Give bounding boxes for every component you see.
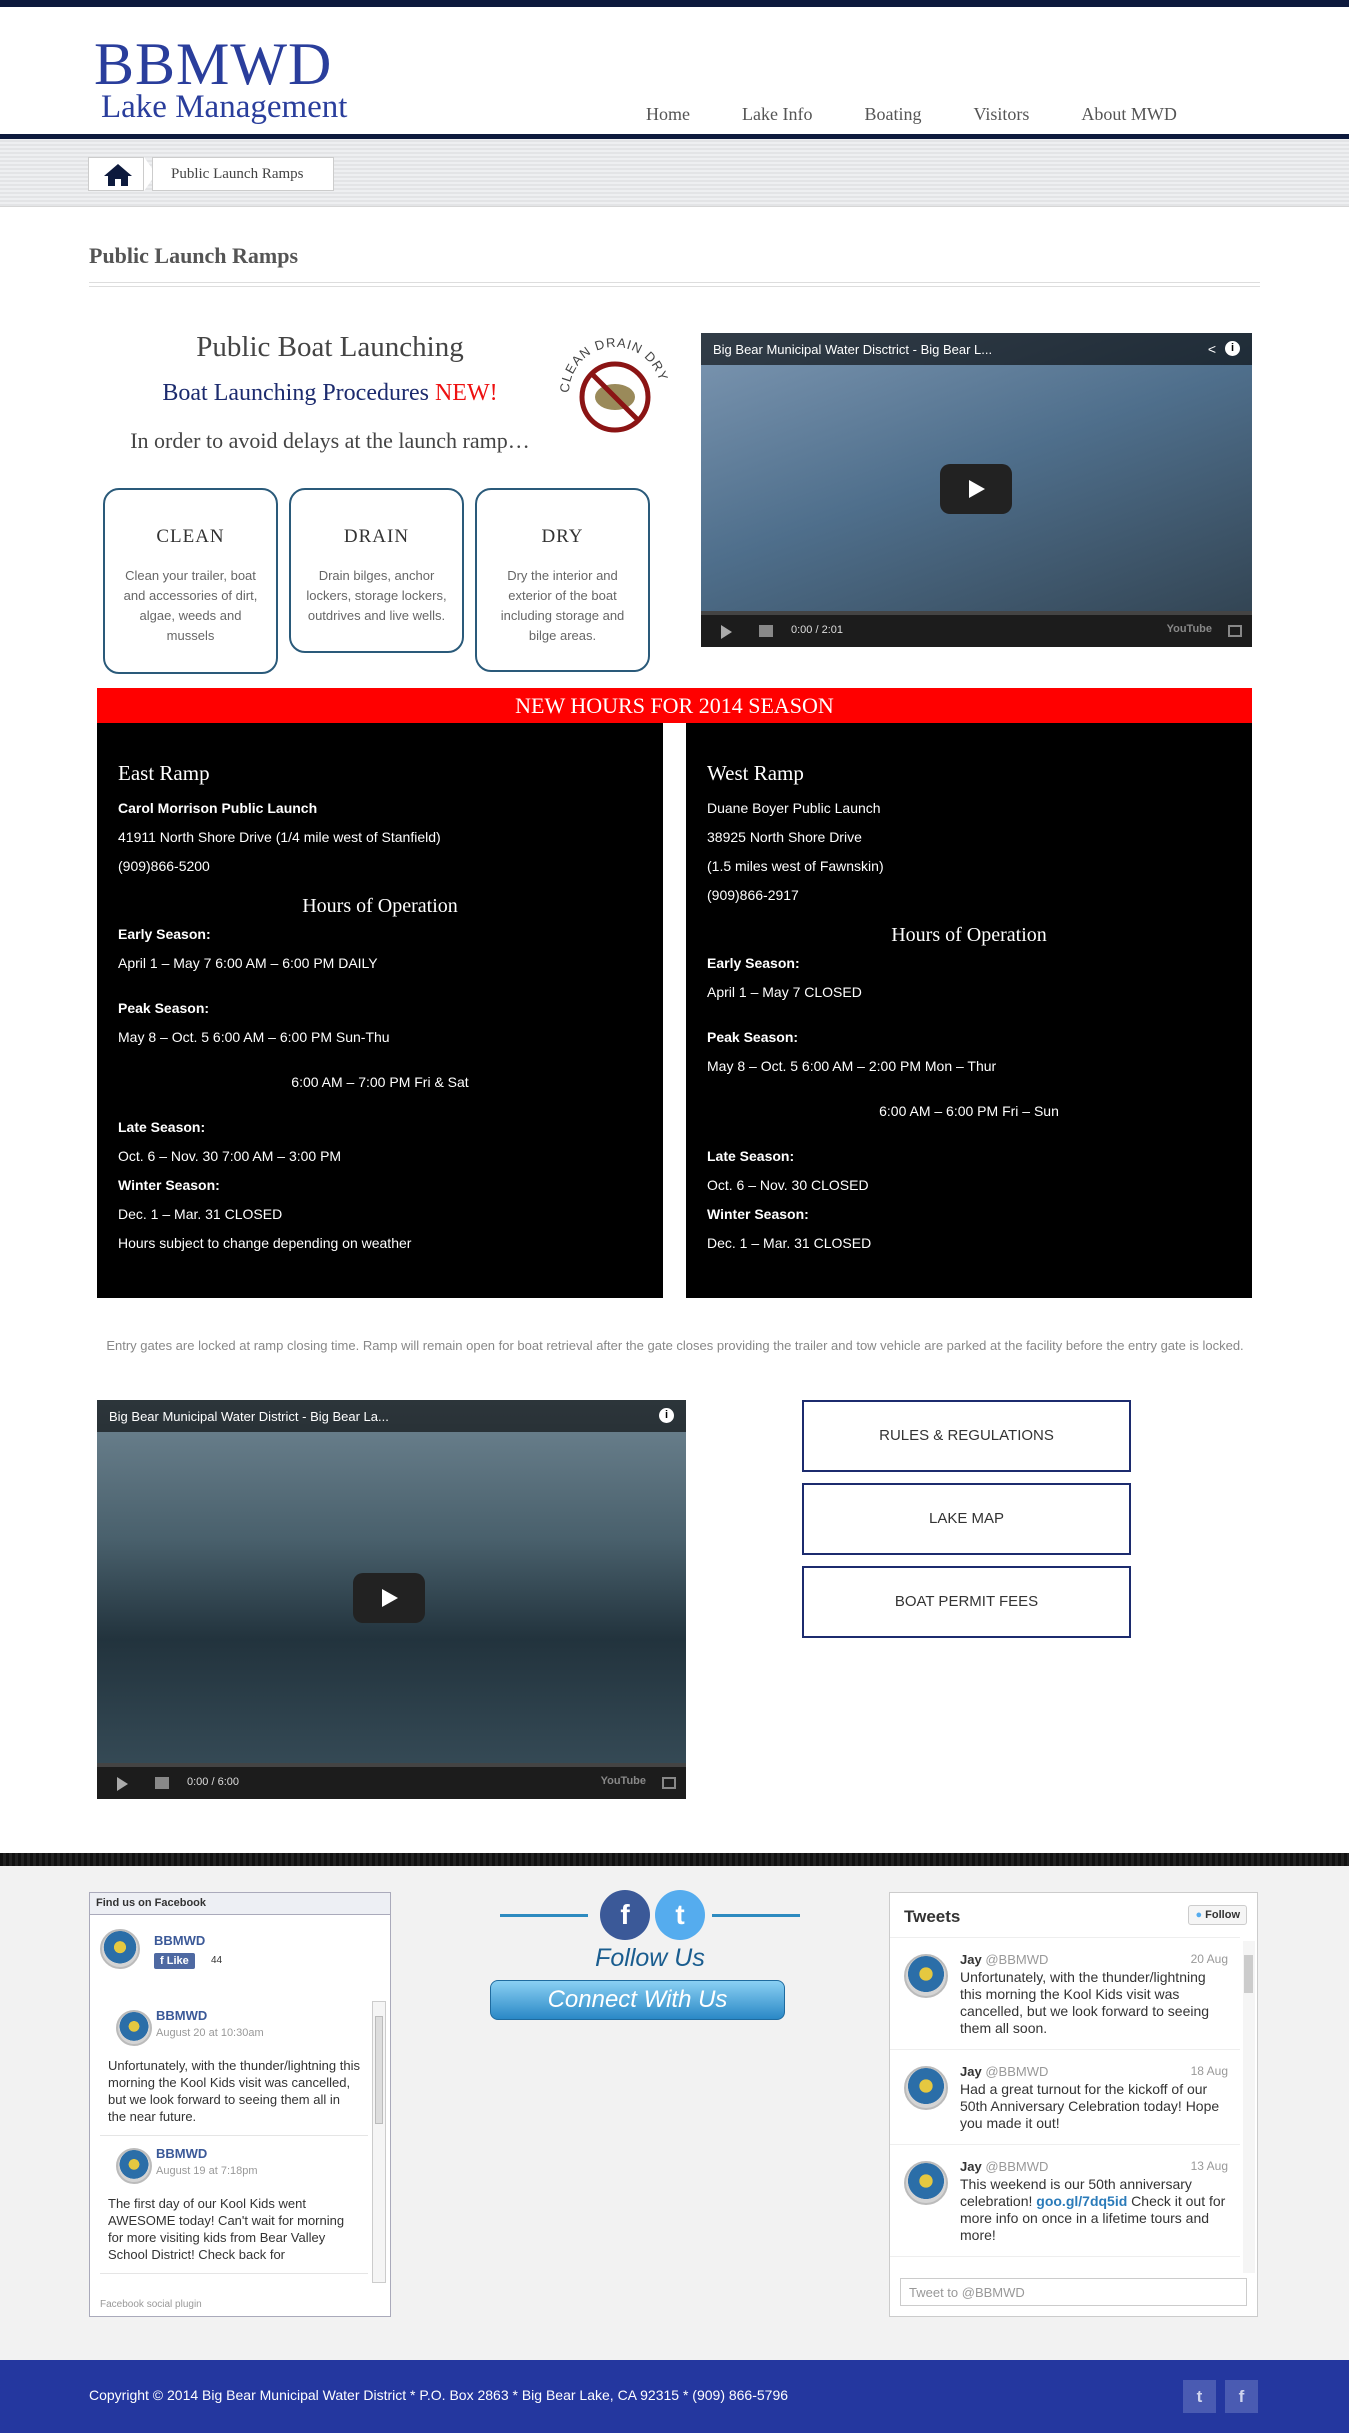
west-late-hours: Oct. 6 – Nov. 30 CLOSED (707, 1177, 869, 1193)
facebook-post-text: Unfortunately, with the thunder/lightning this morning the Kool Kids visit was cancelled, but we look forward to seeing them all in the near future. (108, 2058, 360, 2124)
play-control-icon[interactable] (117, 1777, 128, 1791)
step-dry-text: Dry the interior and exterior of the boat including storage and bilge areas. (500, 568, 625, 643)
east-phone: (909)866-5200 (118, 858, 210, 874)
facebook-post-avatar[interactable] (116, 2010, 152, 2046)
twitter-scrollbar[interactable] (1243, 1941, 1255, 2273)
procedures-heading (90, 380, 570, 407)
share-icon[interactable]: < (1207, 341, 1216, 357)
new-badge: NEW! (434, 380, 498, 406)
video-time: 0:00 / 6:00 (187, 1776, 240, 1788)
video-title-bar (97, 1400, 686, 1432)
fullscreen-icon[interactable] (1228, 625, 1242, 637)
tweet-avatar[interactable] (904, 1954, 948, 1998)
tweet (890, 2050, 1240, 2145)
twitter-feed[interactable] (890, 1937, 1240, 2277)
twitter-follow-button[interactable] (1188, 1905, 1247, 1925)
facebook-post-avatar[interactable] (116, 2148, 152, 2184)
play-button[interactable] (940, 464, 1012, 514)
nav-boating[interactable]: Boating (864, 104, 922, 124)
facebook-icon: f (160, 1955, 167, 1967)
tweet-header (960, 2064, 1228, 2079)
rules-regulations-button[interactable]: RULES & REGULATIONS (802, 1400, 1131, 1472)
video-current-time: 0:00 (791, 624, 813, 636)
east-hours-heading: Hours of Operation (302, 895, 458, 917)
video-duration: 2:01 (821, 624, 844, 636)
step-dry-title: DRY (541, 526, 584, 547)
tweet-link[interactable]: goo.gl/7dq5id (1036, 2193, 1128, 2209)
twitter-widget-title: Tweets (904, 1907, 961, 1926)
video-controls (97, 1767, 686, 1799)
west-peak-weekend-hours: 6:00 AM – 6:00 PM Fri – Sun (879, 1103, 1059, 1119)
facebook-page-name[interactable]: BBMWD (154, 1933, 206, 1948)
logo-subtitle[interactable]: Lake Management (101, 89, 348, 125)
step-clean-title: CLEAN (156, 526, 225, 547)
facebook-like-button[interactable] (154, 1953, 195, 1969)
tweet-handle[interactable]: @BBMWD (985, 2159, 1049, 2174)
avoid-delays-text: In order to avoid delays at the launch ramp… (130, 428, 530, 453)
step-clean (103, 488, 278, 674)
facebook-scrollbar-thumb[interactable] (375, 2016, 383, 2124)
nav-home[interactable]: Home (646, 104, 690, 124)
west-late-label: Late Season: (707, 1148, 795, 1164)
tweet-to-input[interactable]: Tweet to @BBMWD (900, 2278, 1247, 2306)
tweet-text (960, 2176, 1228, 2244)
social-line-left (500, 1914, 588, 1917)
step-drain-title: DRAIN (343, 526, 410, 547)
step-drain (289, 488, 464, 653)
west-peak-label: Peak Season: (707, 1029, 799, 1045)
home-icon (103, 163, 133, 187)
fullscreen-icon[interactable] (662, 1777, 676, 1789)
nav-about-mwd[interactable]: About MWD (1081, 104, 1177, 124)
twitter-scrollbar-thumb[interactable] (1244, 1955, 1253, 1993)
volume-icon[interactable] (155, 1777, 169, 1789)
video-current-time: 0:00 (187, 1776, 209, 1788)
social-line-right (712, 1914, 800, 1917)
east-peak-label: Peak Season: (118, 1000, 210, 1016)
twitter-bird-icon: ● (1195, 1909, 1206, 1921)
west-address-note: (1.5 miles west of Fawnskin) (707, 858, 884, 874)
tweet-text-body: This weekend is our 50th anniversary celebration! (960, 2176, 1192, 2209)
east-ramp-title: East Ramp (118, 761, 210, 785)
facebook-widget (89, 1892, 391, 2317)
west-winter-hours: Dec. 1 – Mar. 31 CLOSED (707, 1235, 872, 1251)
facebook-post (100, 1998, 368, 2136)
procedures-text: Boat Launching Procedures (162, 380, 429, 406)
clean-drain-dry-badge (555, 333, 675, 443)
east-ramp-panel (97, 723, 663, 1298)
facebook-post-author[interactable]: BBMWD (156, 2008, 208, 2023)
bottom-bar (0, 2360, 1349, 2433)
east-late-hours: Oct. 6 – Nov. 30 7:00 AM – 3:00 PM (118, 1148, 342, 1164)
social-connect (500, 1886, 800, 2026)
tweet-date[interactable]: 13 Aug (1190, 2159, 1228, 2173)
entry-gate-note: Entry gates are locked at ramp closing time. Ramp will remain open for boat retrieval after the gate closes providing the trailer and tow vehicle are parked at the facility before the entry gate is locked. (106, 1338, 1244, 1353)
tweet-handle[interactable]: @BBMWD (985, 2064, 1049, 2079)
west-hours-heading: Hours of Operation (891, 924, 1047, 946)
west-phone: (909)866-2917 (707, 887, 799, 903)
info-icon[interactable]: i (659, 1408, 674, 1423)
video-time: 0:00 / 2:01 (791, 624, 844, 636)
facebook-icon[interactable]: f (600, 1890, 650, 1940)
follow-us-text: Follow Us (595, 1944, 705, 1972)
hours-banner: NEW HOURS FOR 2014 SEASON (97, 688, 1252, 723)
twitter-follow-label: Follow (1205, 1909, 1240, 1921)
video-player-jetski[interactable] (97, 1400, 686, 1799)
twitter-widget (889, 1892, 1258, 2317)
lake-map-button[interactable]: LAKE MAP (802, 1483, 1131, 1555)
video-title[interactable]: Big Bear Municipal Water Disctrict - Big Bear L... (713, 342, 993, 357)
tweet-text: Unfortunately, with the thunder/lightning this morning the Kool Kids visit was cancelled, but we look forward to seeing them all soon. (960, 1969, 1210, 2036)
east-early-hours: April 1 – May 7 6:00 AM – 6:00 PM DAILY (118, 955, 378, 971)
facebook-widget-header: Find us on Facebook (90, 1893, 390, 1915)
east-late-label: Late Season: (118, 1119, 206, 1135)
facebook-like-count: 44 (211, 1955, 223, 1966)
video-controls (701, 615, 1252, 647)
west-ramp-panel (686, 723, 1252, 1298)
breadcrumb-current[interactable]: Public Launch Ramps (152, 157, 334, 191)
nav-lake-info[interactable]: Lake Info (742, 104, 813, 124)
facebook-page-avatar[interactable] (100, 1929, 140, 1969)
tweet-date[interactable]: 18 Aug (1190, 2064, 1228, 2078)
video-player-cleaning[interactable] (701, 333, 1252, 647)
tweet-header (960, 2159, 1228, 2174)
facebook-post-time[interactable]: August 19 at 7:18pm (156, 2165, 258, 2177)
title-divider (89, 282, 1260, 287)
east-early-label: Early Season: (118, 926, 211, 942)
tweet-author[interactable]: Jay (960, 1952, 982, 1967)
step-clean-text: Clean your trailer, boat and accessories of dirt, algae, weeds and mussels (123, 568, 258, 643)
east-peak-hours: May 8 – Oct. 5 6:00 AM – 6:00 PM Sun-Thu (118, 1029, 390, 1045)
tweet-header (960, 1952, 1228, 1967)
tweet-text-continued: Check it out for more info on once in a lifetime tours and more! (960, 2193, 1226, 2243)
info-icon[interactable]: i (1225, 341, 1240, 356)
east-address: 41911 North Shore Drive (1/4 mile west of Stanfield) (118, 829, 441, 845)
site-header (0, 7, 1349, 137)
logo-title[interactable]: BBMWD (94, 31, 333, 97)
twitter-icon[interactable]: t (655, 1890, 705, 1940)
facebook-like-label: Like (166, 1955, 189, 1967)
video-duration: 6:00 (217, 1776, 240, 1788)
video-title[interactable]: Big Bear Municipal Water District - Big Bear La... (109, 1409, 389, 1424)
west-address: 38925 North Shore Drive (707, 829, 862, 845)
east-launch-name: Carol Morrison Public Launch (118, 800, 318, 816)
west-launch-name: Duane Boyer Public Launch (707, 800, 881, 816)
facebook-post (100, 2136, 368, 2274)
connect-with-us-button[interactable]: Connect With Us (490, 1980, 785, 2020)
main-nav (620, 104, 1203, 125)
west-winter-label: Winter Season: (707, 1206, 809, 1222)
facebook-post-time[interactable]: August 20 at 10:30am (156, 2027, 264, 2039)
top-stripe (0, 0, 1349, 7)
launch-heading: Public Boat Launching (196, 331, 464, 363)
west-ramp-title: West Ramp (707, 761, 804, 785)
volume-icon[interactable] (759, 625, 773, 637)
tweet-text: Had a great turnout for the kickoff of our 50th Anniversary Celebration today! Hope you made it out! (960, 2081, 1220, 2131)
step-drain-text: Drain bilges, anchor lockers, storage lockers, outdrives and live wells. (306, 568, 447, 623)
facebook-social-plugin-label[interactable]: Facebook social plugin (100, 2299, 202, 2310)
east-winter-label: Winter Season: (118, 1177, 220, 1193)
west-peak-hours: May 8 – Oct. 5 6:00 AM – 2:00 PM Mon – Thur (707, 1058, 997, 1074)
video-title-bar (701, 333, 1252, 365)
footer-stripe (0, 1853, 1349, 1866)
tweet (890, 2145, 1240, 2257)
copyright-text: Copyright © 2014 Big Bear Municipal Water District * P.O. Box 2863 * Big Bear Lake, CA 92315 * (909) 866-5796 (89, 2387, 789, 2403)
breadcrumb (0, 139, 1349, 207)
tweet-avatar[interactable] (904, 2161, 948, 2205)
facebook-scrollbar[interactable] (372, 2001, 386, 2283)
tweet-handle[interactable]: @BBMWD (985, 1952, 1049, 1967)
boat-permit-fees-button[interactable]: BOAT PERMIT FEES (802, 1566, 1131, 1638)
tweet-date[interactable]: 20 Aug (1190, 1952, 1228, 1966)
step-dry (475, 488, 650, 672)
youtube-logo-icon[interactable]: YouTube (1166, 623, 1212, 635)
nav-visitors[interactable]: Visitors (973, 104, 1030, 124)
tweet-author[interactable]: Jay (960, 2159, 982, 2174)
west-early-hours: April 1 – May 7 CLOSED (707, 984, 862, 1000)
facebook-post-author[interactable]: BBMWD (156, 2146, 208, 2161)
play-control-icon[interactable] (721, 625, 732, 639)
tweet-author[interactable]: Jay (960, 2064, 982, 2079)
youtube-logo-icon[interactable]: YouTube (600, 1775, 646, 1787)
facebook-post-text: The first day of our Kool Kids went AWESOME today! Can't wait for morning for more visiting kids from Bear Valley School District! Check back for (108, 2196, 345, 2262)
page-title: Public Launch Ramps (89, 243, 299, 268)
tweet (890, 1938, 1240, 2050)
west-early-label: Early Season: (707, 955, 800, 971)
breadcrumb-home[interactable] (88, 157, 144, 191)
east-winter-hours: Dec. 1 – Mar. 31 CLOSED (118, 1206, 283, 1222)
east-hours-note: Hours subject to change depending on weather (118, 1235, 412, 1251)
tweet-avatar[interactable] (904, 2066, 948, 2110)
facebook-feed[interactable] (100, 1998, 368, 2283)
east-peak-weekend-hours: 6:00 AM – 7:00 PM Fri & Sat (291, 1074, 469, 1090)
play-button[interactable] (353, 1573, 425, 1623)
badge-text: CLEAN DRAIN DRY (556, 334, 672, 394)
twitter-icon[interactable]: t (1183, 2380, 1216, 2413)
facebook-icon[interactable]: f (1225, 2380, 1258, 2413)
